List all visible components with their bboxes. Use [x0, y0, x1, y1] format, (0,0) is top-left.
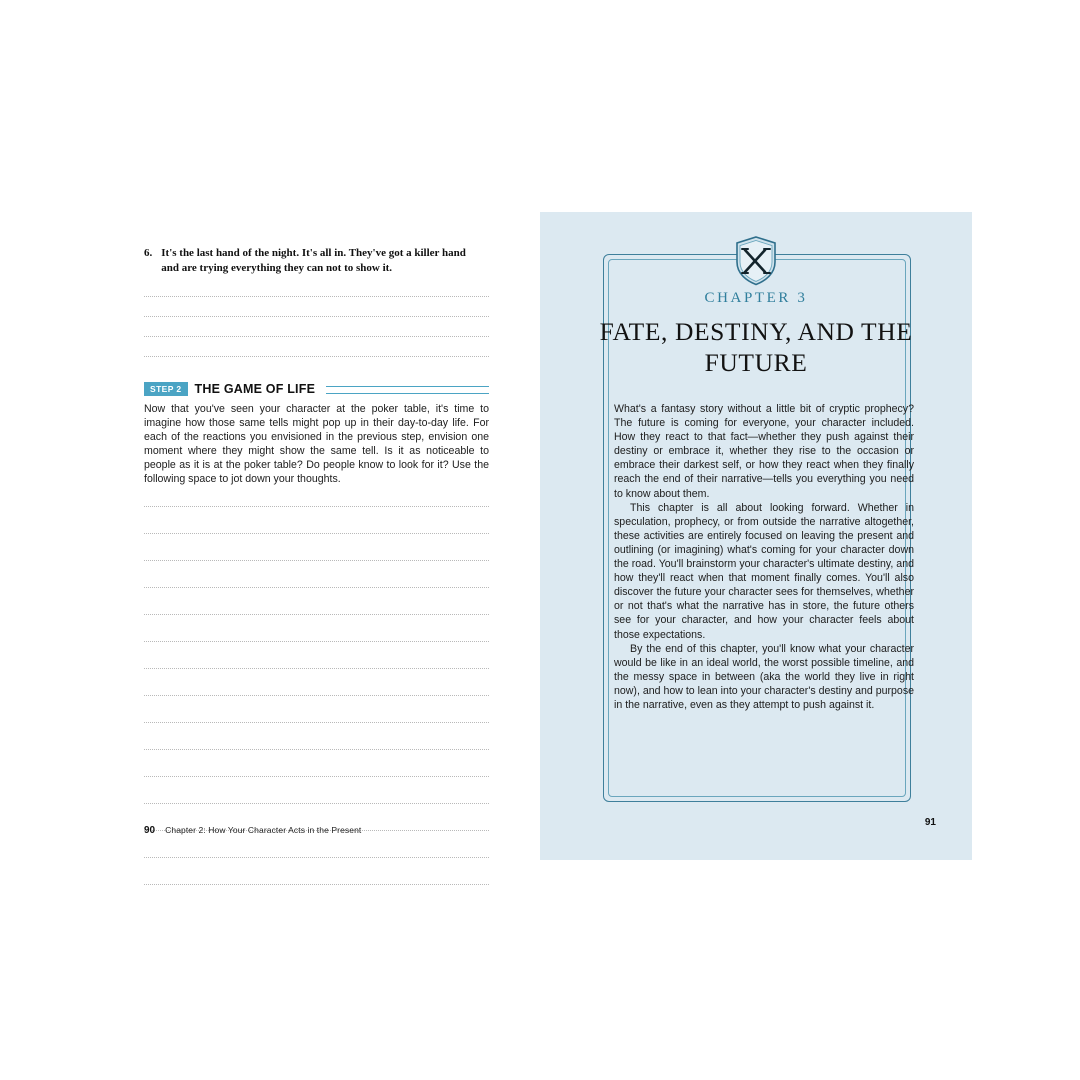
writing-line[interactable] [144, 749, 489, 750]
writing-line[interactable] [144, 356, 489, 357]
question-number: 6. [144, 247, 153, 259]
right-page [540, 212, 972, 860]
shield-crossed-swords-icon [734, 236, 778, 286]
writing-line[interactable] [144, 722, 489, 723]
answer-lines-top[interactable] [144, 296, 489, 357]
chapter-paragraph: What's a fantasy story without a little bit of cryptic prophecy? The future is coming for everyone, your character included. How they react to that fact—whether they push against their destiny or embrace it, whether they rise to the occasion or embrace their darkest self, or how they react when they finally reach the end of their narrative—tells you everything you need to know about them. [614, 403, 914, 500]
running-head: Chapter 2: How Your Character Acts in the Present [165, 825, 362, 835]
page-number-left: 90 [144, 825, 156, 836]
chapter-label: CHAPTER 3 [704, 290, 808, 306]
writing-line[interactable] [144, 668, 489, 669]
page-number-right: 91 [924, 817, 936, 828]
chapter-paragraph: By the end of this chapter, you'll know what your character would be like in an ideal world, the worst possible timeline, and the messy space in between (aka the world they live in right now), and how to lean into your character's destiny and purpose in the narrative, even as they attempt to push against it. [614, 642, 915, 711]
question-text: It's the last hand of the night. It's all in. They've got a killer hand and are trying everything they can not to show it. [161, 247, 466, 274]
chapter-intro-text [614, 402, 914, 712]
writing-line[interactable] [144, 857, 489, 858]
writing-line[interactable] [144, 614, 489, 615]
left-page-footer [144, 825, 361, 836]
step-instructions: Now that you've seen your character at the poker table, it's time to imagine how those same tells might pop up in their day-to-day life. For each of the reactions you envisioned in the previous step, envision one moment where they might show the same tell. Is it as noticeable to people as it is at the poker table? Do people know to look for it? Use the following space to jot down your thoughts. [144, 403, 489, 486]
left-page [108, 200, 540, 868]
step-divider [326, 386, 489, 394]
writing-line[interactable] [144, 506, 489, 507]
writing-line[interactable] [144, 296, 489, 297]
writing-line[interactable] [144, 803, 489, 804]
question-item [144, 246, 474, 276]
writing-line[interactable] [144, 884, 489, 885]
writing-line[interactable] [144, 533, 489, 534]
chapter-paragraph: This chapter is all about looking forward. Whether in speculation, prophecy, or from outside the narrative altogether, these activities are entirely focused on leaving the present and outlining (or imagining) what's coming for your character down the road. You'll brainstorm your character's ultimate destiny, and how they'll react when that moment finally comes. You'll also discover the future your character sees for themselves, whether or not that's what the narrative has in store, the future others see for your character, and how your character feels about those expectations. [614, 501, 914, 641]
writing-line[interactable] [144, 560, 489, 561]
writing-line[interactable] [144, 776, 489, 777]
writing-line[interactable] [144, 587, 489, 588]
step-title: THE GAME OF LIFE [194, 382, 316, 396]
writing-line[interactable] [144, 641, 489, 642]
writing-line[interactable] [144, 695, 489, 696]
writing-line[interactable] [144, 316, 489, 317]
step-header [144, 382, 489, 396]
writing-line[interactable] [144, 336, 489, 337]
step-badge: STEP 2 [144, 382, 188, 396]
chapter-title: FATE, DESTINY, AND THE FUTURE [599, 317, 913, 377]
